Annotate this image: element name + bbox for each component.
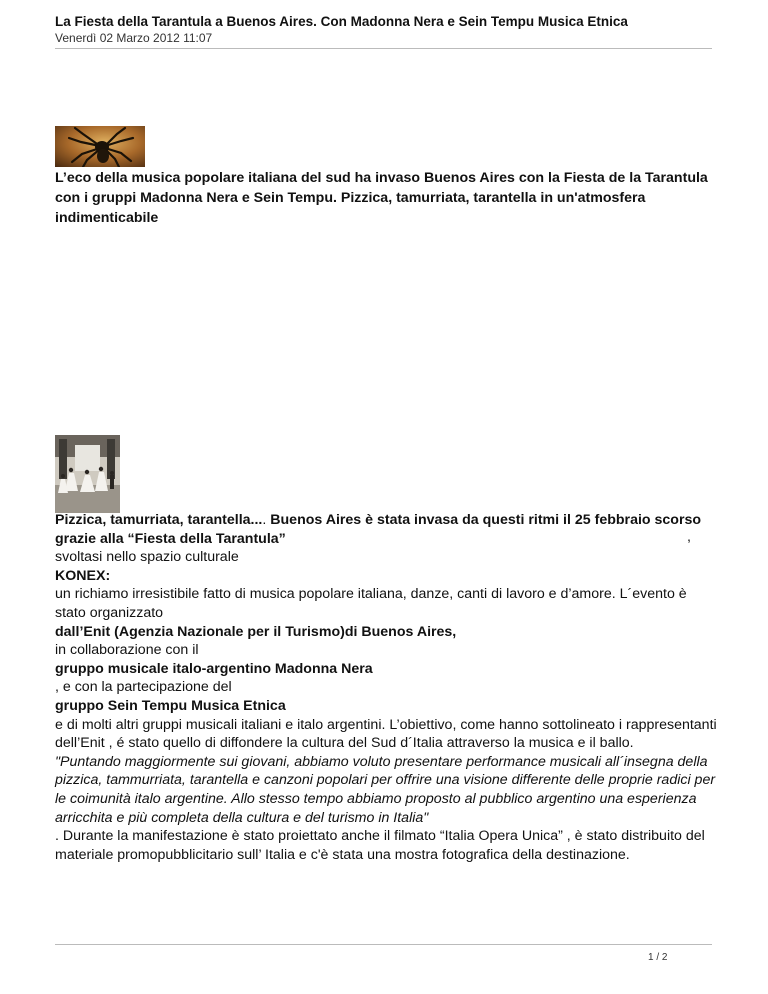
body-comma: , xyxy=(687,529,691,545)
body-intro-bold: Pizzica, tamurriata, tarantella... xyxy=(55,512,263,528)
body-konex: KONEX: xyxy=(55,567,111,584)
article-lead: L’eco della musica popolare italiana del sud ha invaso Buenos Aires con la Fiesta de la Tarantula con i gruppi Madonna Nera e Sein Tempu. Pizzica, tamurriata, tarantella in un'atmosfera indimenticabile xyxy=(55,170,708,226)
body-paragraph: un richiamo irresistibile fatto di musica popolare italiana, danze, canti di lavoro e d’amore. L´evento è stato organizzato xyxy=(55,586,687,621)
body-madonna-nera: gruppo musicale italo-argentino Madonna Nera xyxy=(55,660,373,677)
body-enit: dall’Enit (Agenzia Nazionale per il Turismo)di Buenos Aires, xyxy=(55,623,457,640)
body-paragraph: e di molti altri gruppi musicali italiani e italo argentini. L’obiettivo, come hanno sottolineato i rappresentanti dell’Enit , é stato quello di diffondere la cultura del Sud d´Italia attraverso la musica e il ballo. xyxy=(55,716,717,752)
dancers-photo xyxy=(55,435,120,513)
page-number: 1 / 2 xyxy=(648,952,668,963)
body-intro-dot: . xyxy=(262,512,271,528)
article-date: Venerdì 02 Marzo 2012 11:07 xyxy=(55,31,213,45)
body-paragraph: svoltasi nello spazio culturale xyxy=(55,549,239,566)
header-divider xyxy=(55,48,712,49)
body-quote: "Puntando maggiormente sui giovani, abbiamo voluto presentare performance musicali all´insegna della pizzica, tammurriata, tarantella e canzoni popolari per offrire una visione differente delle proprie radici per le coimunità italo argentine. Allo stesso tempo abbiamo proposto al pubblico argentino una esperienza arricchita e più completa della cultura e del turismo in Italia" xyxy=(55,753,716,826)
body-intro-rest: Buenos Aires è stata invasa da questi ritmi il 25 febbraio scorso grazie alla “Fiesta della Tarantula” xyxy=(55,512,702,547)
article-title: La Fiesta della Tarantula a Buenos Aires. Con Madonna Nera e Sein Tempu Musica Etnica xyxy=(55,14,628,29)
body-sein-tempu: gruppo Sein Tempu Musica Etnica xyxy=(55,697,286,714)
body-paragraph: in collaborazione con il xyxy=(55,642,199,659)
footer-divider xyxy=(55,944,712,945)
body-paragraph: . Durante la manifestazione è stato proiettato anche il filmato “Italia Opera Unica” , è stato distribuito del materiale promopubblicitario sull’ Italia e c'è stata una mostra fotografica della destinazione. xyxy=(55,828,705,863)
document-header xyxy=(55,14,715,46)
body-first-line xyxy=(55,511,717,548)
body-paragraph: , e con la partecipazione del xyxy=(55,679,232,696)
tarantula-photo xyxy=(55,126,145,167)
article-body xyxy=(55,511,717,864)
